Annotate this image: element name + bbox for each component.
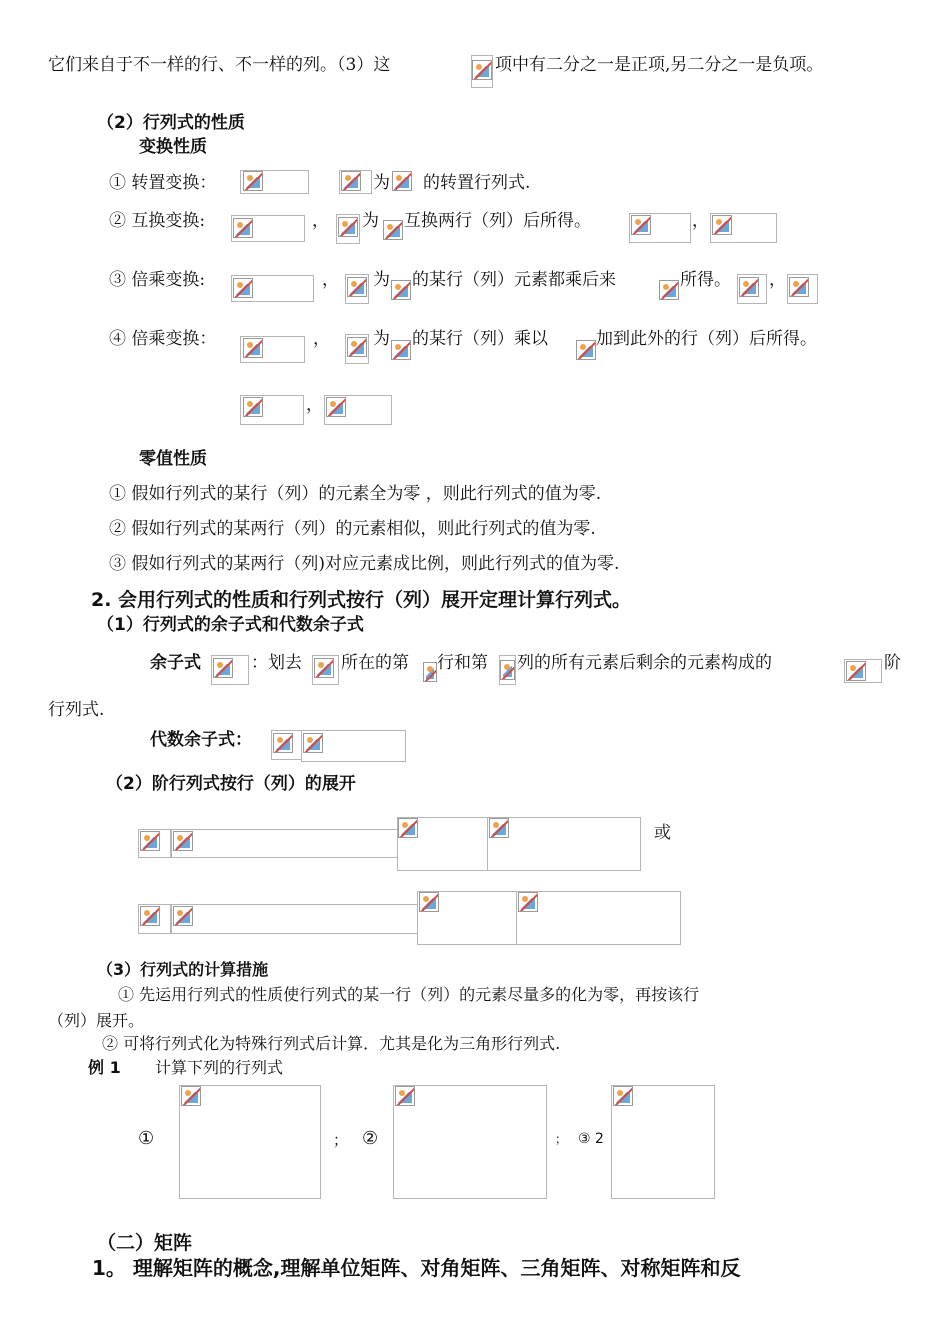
broken-image-icon	[500, 660, 515, 680]
broken-image-icon	[326, 397, 346, 417]
comma: ，	[692, 211, 709, 231]
broken-image-icon	[173, 906, 193, 926]
broken-image-icon	[383, 220, 403, 240]
broken-image-icon	[712, 215, 732, 235]
broken-image-icon	[613, 1086, 633, 1106]
section-title: （2）阶行列式按行（列）的展开	[106, 774, 356, 794]
calc-method-1-cont: （列）展开。	[48, 1011, 145, 1030]
broken-image-icon	[739, 277, 759, 297]
section-title: （2）行列式的性质	[97, 113, 245, 133]
broken-image-icon	[140, 906, 160, 926]
zero-property-2: ② 假如行列式的某两行（列）的元素相似，则此行列式的值为零.	[109, 519, 596, 539]
example-label: 例 1	[88, 1058, 121, 1077]
broken-image-icon	[489, 818, 509, 838]
minor-text: 行和第	[437, 653, 488, 673]
minor-text: 阶	[884, 653, 901, 673]
minor-label: 余子式	[150, 653, 201, 673]
broken-image-icon	[243, 397, 263, 417]
formula-box	[516, 891, 681, 945]
broken-image-icon	[659, 280, 679, 300]
broken-image-icon	[419, 892, 439, 912]
minor-text: 所在的第	[341, 653, 409, 673]
semicolon: ；	[555, 1132, 568, 1146]
section-title: （3）行列式的计算措施	[97, 960, 269, 979]
transform-1-label: ① 转置变换：	[109, 173, 217, 193]
formula-box	[171, 904, 418, 934]
minor-text: 行列式.	[48, 700, 105, 720]
transform-3-desc: 的某行（列）元素都乘后来	[412, 270, 616, 290]
or-text: 或	[654, 823, 671, 843]
section-title: （二）矩阵	[97, 1232, 193, 1254]
comma: ，	[769, 270, 786, 290]
transform-4-label: ④ 倍乘变换：	[109, 329, 217, 349]
calc-method-2: ② 可将行列式化为特殊行列式后计算．尤其是化为三角形行列式.	[102, 1034, 561, 1053]
transform-3-label: ③ 倍乘变换:	[109, 270, 206, 290]
broken-image-icon	[472, 60, 492, 80]
matrix-heading: 1。 理解矩阵的概念,理解单位矩阵、对角矩阵、三角矩阵、对称矩阵和反	[92, 1256, 741, 1280]
zero-property-1: ① 假如行列式的某行（列）的元素全为零 ，则此行列式的值为零.	[109, 484, 602, 504]
broken-image-icon	[391, 340, 411, 360]
broken-image-icon	[303, 733, 323, 753]
broken-image-icon	[338, 217, 358, 237]
subsection-title: 变换性质	[139, 137, 207, 157]
transform-4-desc-2: 加到此外的行（列）后所得。	[596, 329, 817, 349]
section-title: （1）行列式的余子式和代数余子式	[97, 615, 364, 635]
broken-image-icon	[395, 1086, 415, 1106]
formula-box	[487, 817, 641, 871]
cofactor-label: 代数余子式：	[150, 730, 252, 750]
broken-image-icon	[518, 892, 538, 912]
broken-image-icon	[347, 337, 367, 357]
broken-image-icon	[392, 171, 412, 191]
broken-image-icon	[391, 280, 411, 300]
determinant-box	[393, 1085, 547, 1199]
example-2-label: ②	[362, 1128, 379, 1149]
semicolon: ；	[333, 1131, 349, 1149]
broken-image-icon	[789, 277, 809, 297]
minor-text: 列的所有元素后剩余的元素构成的	[517, 653, 772, 673]
text-wei: 为	[373, 329, 390, 349]
broken-image-icon	[273, 733, 293, 753]
comma: ，	[306, 395, 323, 415]
formula-box	[171, 829, 398, 858]
text-wei: 为	[362, 211, 379, 231]
calc-method-1: ① 先运用行列式的性质使行列式的某一行（列）的元素尽量多的化为零，再按该行	[118, 985, 700, 1004]
broken-image-icon	[181, 1086, 201, 1106]
intro-text-2: 项中有二分之一是正项,另二分之一是负项。	[495, 55, 824, 75]
broken-image-icon	[341, 171, 361, 191]
broken-image-icon	[423, 662, 437, 682]
broken-image-icon	[347, 277, 367, 297]
broken-image-icon	[213, 658, 233, 678]
comma: ，	[313, 329, 330, 349]
broken-image-icon	[140, 831, 160, 851]
comma: ，	[322, 270, 339, 290]
intro-text: 它们来自于不一样的行、不一样的列。（3）这	[48, 55, 391, 75]
broken-image-icon	[233, 218, 253, 238]
transform-1-desc: 的转置行列式.	[423, 173, 531, 193]
broken-image-icon	[173, 831, 193, 851]
zero-property-3: ③ 假如行列式的某两行（列)对应元素成比例，则此行列式的值为零.	[109, 554, 620, 574]
broken-image-icon	[243, 338, 263, 358]
transform-2-label: ② 互换变换:	[109, 211, 206, 231]
broken-image-icon	[233, 278, 253, 298]
broken-image-icon	[846, 661, 866, 681]
transform-2-desc: 互换两行（列）后所得。	[404, 211, 591, 231]
transform-3-desc-2: 所得。	[680, 270, 731, 290]
comma: ，	[312, 211, 329, 231]
example-3-label: ③ 2	[578, 1131, 604, 1147]
example-text: 计算下列的行列式	[155, 1058, 284, 1077]
example-1-label: ①	[138, 1128, 155, 1149]
subsection-title: 零值性质	[139, 449, 207, 469]
text-wei: 为	[373, 173, 390, 193]
broken-image-icon	[631, 215, 651, 235]
broken-image-icon	[314, 658, 334, 678]
transform-4-desc: 的某行（列）乘以	[412, 329, 548, 349]
broken-image-icon	[398, 818, 418, 838]
broken-image-icon	[576, 340, 596, 360]
minor-text: ：划去	[251, 653, 302, 673]
broken-image-icon	[243, 171, 263, 191]
text-wei: 为	[373, 270, 390, 290]
heading-2: 2. 会用行列式的性质和行列式按行（列）展开定理计算行列式。	[91, 589, 632, 611]
